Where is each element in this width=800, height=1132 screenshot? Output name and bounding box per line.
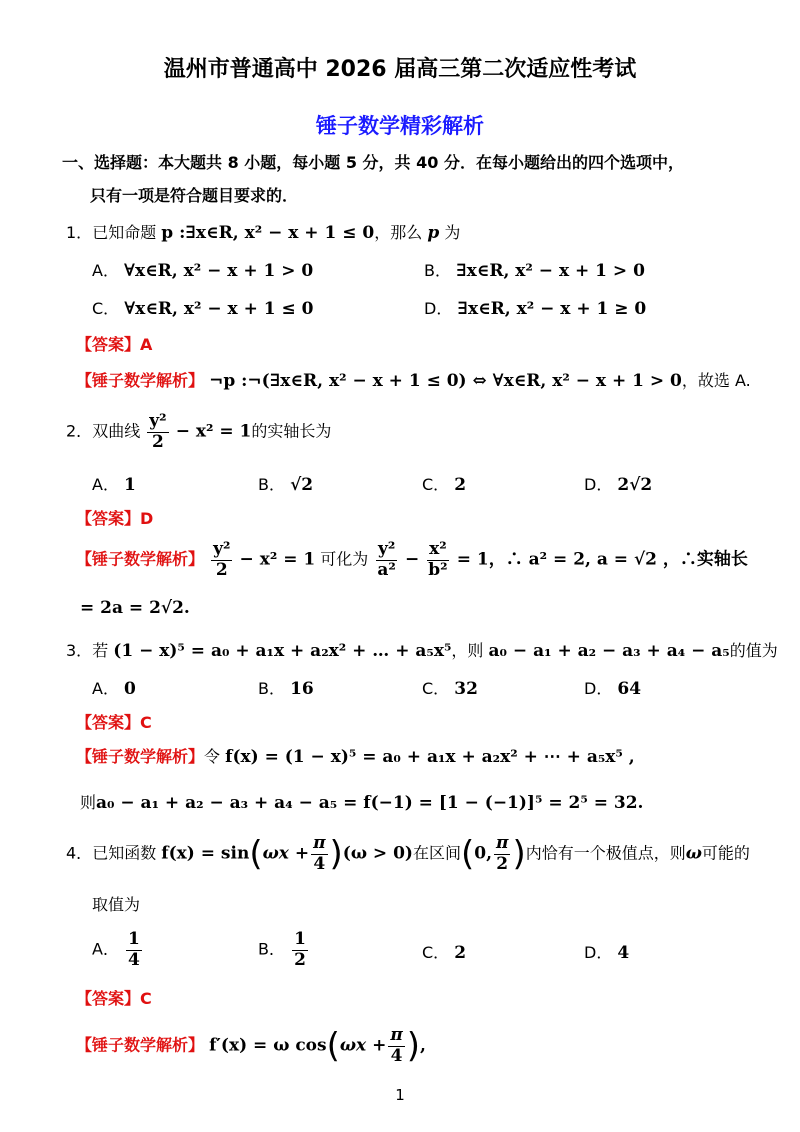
- option-text: 2: [454, 943, 467, 963]
- answer-tag: 【答案】: [76, 713, 141, 732]
- fraction: $\frac{\pi}{4}$: [313, 833, 326, 874]
- answer-line: [76, 332, 152, 355]
- question-text: 若: [92, 641, 109, 660]
- option-letter: C．: [92, 299, 120, 318]
- section-heading-line1: 一、选择题：本大题共 8 小题，每小题 5 分，共 40 分．在每小题给出的四个选项中，: [62, 153, 684, 172]
- option-letter: A．: [92, 475, 119, 494]
- analysis-text: 可化为: [320, 549, 369, 569]
- fraction: $\frac{1}{4}$: [128, 929, 140, 970]
- question-math: 0,: [474, 843, 492, 864]
- option-c: [422, 940, 466, 963]
- option-c: [422, 676, 478, 699]
- analysis-math: −: [404, 549, 420, 570]
- fraction: $\frac{1}{2}$: [294, 929, 306, 970]
- option-letter: B．: [258, 475, 285, 494]
- analysis-math: ,: [420, 1035, 426, 1056]
- analysis-tag: 【锤子数学解析】: [76, 371, 205, 390]
- page-title: 温州市普通高中 2026 届高三第二次适应性考试: [163, 57, 637, 82]
- question-text: 的实轴长为: [251, 421, 332, 441]
- fraction: $\frac{\text{y²}}{2}$: [149, 411, 167, 452]
- analysis-text: ，故选 A.: [681, 371, 751, 390]
- option-text: 1: [124, 475, 136, 495]
- option-letter: B．: [258, 679, 285, 698]
- analysis-line-2: = 2a = 2√2.: [80, 598, 190, 618]
- question-math: a₀ − a₁ + a₂ − a₃ + a₄ − a₅: [488, 641, 730, 661]
- option-text: ∃x∈R, x² − x + 1 ≥ 0: [457, 299, 647, 319]
- fraction: $\frac{\pi}{2}$: [496, 833, 509, 874]
- option-letter: C．: [422, 679, 450, 698]
- option-d: [584, 940, 629, 963]
- option-letter: A．: [92, 679, 119, 698]
- answer-tag: 【答案】: [76, 509, 141, 528]
- question-math: p :∃x∈R, x² − x + 1 ≤ 0: [161, 223, 375, 243]
- answer-value: C: [140, 989, 152, 1008]
- option-letter: D．: [584, 475, 613, 494]
- question-math: f(x) = sin: [161, 843, 250, 864]
- question-text: 内恰有一个极值点，则: [525, 843, 686, 863]
- analysis-text: ，∴ a² = 2, a = √2 ，∴实轴长: [488, 549, 748, 570]
- fraction: $\frac{\text{y²}}{\text{a²}}$: [377, 539, 396, 580]
- page-subtitle: 锤子数学精彩解析: [316, 114, 484, 138]
- analysis-line: [76, 744, 635, 767]
- option-b: [258, 472, 313, 495]
- analysis-math: ¬p :¬(∃x∈R, x² − x + 1 ≤ 0) ⇔ ∀x∈R, x² − x + 1 > 0: [209, 371, 682, 391]
- analysis-math: ωx +: [339, 1035, 387, 1056]
- analysis-tag: 【锤子数学解析】: [76, 747, 205, 766]
- option-text: ∃x∈R, x² − x + 1 > 0: [456, 261, 645, 281]
- question-3-stem: [66, 638, 778, 661]
- question-number: 3．: [66, 641, 93, 660]
- fraction: $\frac{\text{y²}}{2}$: [213, 539, 231, 580]
- option-d: [424, 296, 646, 319]
- question-number: 4．: [66, 843, 93, 863]
- question-text: 为: [444, 223, 461, 242]
- answer-line: [76, 710, 152, 733]
- analysis-line: [76, 368, 751, 391]
- question-number: 2．: [66, 421, 93, 441]
- option-letter: D．: [584, 679, 613, 698]
- question-text: 已知函数: [92, 843, 157, 863]
- option-d: [584, 472, 652, 495]
- option-a: [92, 258, 313, 281]
- question-math: ωx +: [262, 843, 310, 864]
- option-text: 0: [124, 679, 136, 699]
- question-math: p: [427, 223, 440, 243]
- question-math: (ω > 0): [342, 843, 413, 864]
- option-text: 16: [290, 679, 314, 699]
- question-text: ，则: [451, 641, 484, 660]
- option-letter: B．: [424, 261, 451, 280]
- analysis-tag: 【锤子数学解析】: [76, 1035, 205, 1055]
- analysis-tag: 【锤子数学解析】: [76, 549, 205, 569]
- question-2-stem: [66, 412, 331, 452]
- option-d: [584, 676, 641, 699]
- option-a: [92, 472, 136, 495]
- option-b: [258, 676, 314, 699]
- analysis-text: 令: [204, 747, 221, 766]
- fraction: $\frac{\pi}{4}$: [390, 1025, 403, 1066]
- question-number: 1．: [66, 223, 93, 242]
- question-math: − x² = 1: [175, 421, 252, 442]
- option-text: √2: [290, 475, 314, 495]
- option-letter: A．: [92, 939, 119, 959]
- answer-value: A: [140, 335, 153, 354]
- option-a: [92, 676, 136, 699]
- option-b: [258, 930, 310, 970]
- fraction: $\frac{\text{x²}}{\text{b²}}$: [428, 539, 448, 580]
- option-text: ∀x∈R, x² − x + 1 ≤ 0: [124, 299, 314, 319]
- question-text: 的值为: [729, 641, 778, 660]
- option-text: 2: [454, 475, 467, 495]
- page-number: 1: [395, 1086, 405, 1104]
- question-text: 可能的: [701, 843, 750, 863]
- analysis-line: [76, 540, 748, 580]
- option-text: ∀x∈R, x² − x + 1 > 0: [124, 261, 314, 281]
- question-1-stem: [66, 220, 460, 243]
- question-text: ，那么: [374, 223, 423, 242]
- option-letter: B．: [258, 939, 285, 959]
- option-letter: D．: [424, 299, 453, 318]
- section-heading-line2: 只有一项是符合题目要求的．: [90, 186, 299, 205]
- question-text: 双曲线: [92, 421, 141, 441]
- analysis-math: a₀ − a₁ + a₂ − a₃ + a₄ − a₅ = f(−1) = [1 − (−1)]⁵ = 2⁵ = 32.: [96, 793, 644, 813]
- option-text: 2√2: [617, 475, 653, 495]
- analysis-math: f′(x) = ω cos: [209, 1035, 327, 1056]
- option-letter: C．: [422, 943, 450, 962]
- question-4-stem-line2: 取值为: [92, 895, 141, 914]
- option-text: 4: [617, 943, 630, 963]
- question-text: 在区间: [412, 843, 461, 863]
- question-text: 已知命题: [92, 223, 157, 242]
- option-text: 32: [454, 679, 478, 699]
- answer-line: [76, 986, 152, 1009]
- option-letter: C．: [422, 475, 450, 494]
- analysis-math: f(x) = (1 − x)⁵ = a₀ + a₁x + a₂x² + ⋯ + a₅x⁵ ,: [225, 747, 635, 767]
- question-math: (1 − x)⁵ = a₀ + a₁x + a₂x² + … + a₅x⁵: [113, 641, 452, 661]
- option-c: [92, 296, 313, 319]
- option-text: 64: [617, 679, 642, 699]
- answer-value: C: [140, 713, 152, 732]
- question-4-stem: 4．已知函数 f(x) = sin(ωx + $\frac{\pi}{4}$ )(ω > 0)在区间(0, $\frac{\pi}{2}$ )内恰有一个极值点，则ω可能的: [66, 833, 750, 875]
- analysis-text: 则: [80, 793, 97, 812]
- analysis-math: − x² = 1: [239, 549, 316, 570]
- analysis-line-2: [80, 790, 643, 813]
- option-a: [92, 930, 144, 970]
- answer-line: [76, 506, 153, 529]
- answer-tag: 【答案】: [76, 989, 141, 1008]
- answer-value: D: [140, 509, 154, 528]
- analysis-line: 【锤子数学解析】 f′(x) = ω cos(ωx + $\frac{\pi}{4}$ ),: [76, 1025, 426, 1067]
- option-letter: D．: [584, 943, 613, 962]
- option-letter: A．: [92, 261, 119, 280]
- analysis-math: = 1: [456, 549, 489, 570]
- answer-tag: 【答案】: [76, 335, 141, 354]
- option-b: [424, 258, 645, 281]
- question-math: ω: [685, 843, 702, 864]
- option-c: [422, 472, 466, 495]
